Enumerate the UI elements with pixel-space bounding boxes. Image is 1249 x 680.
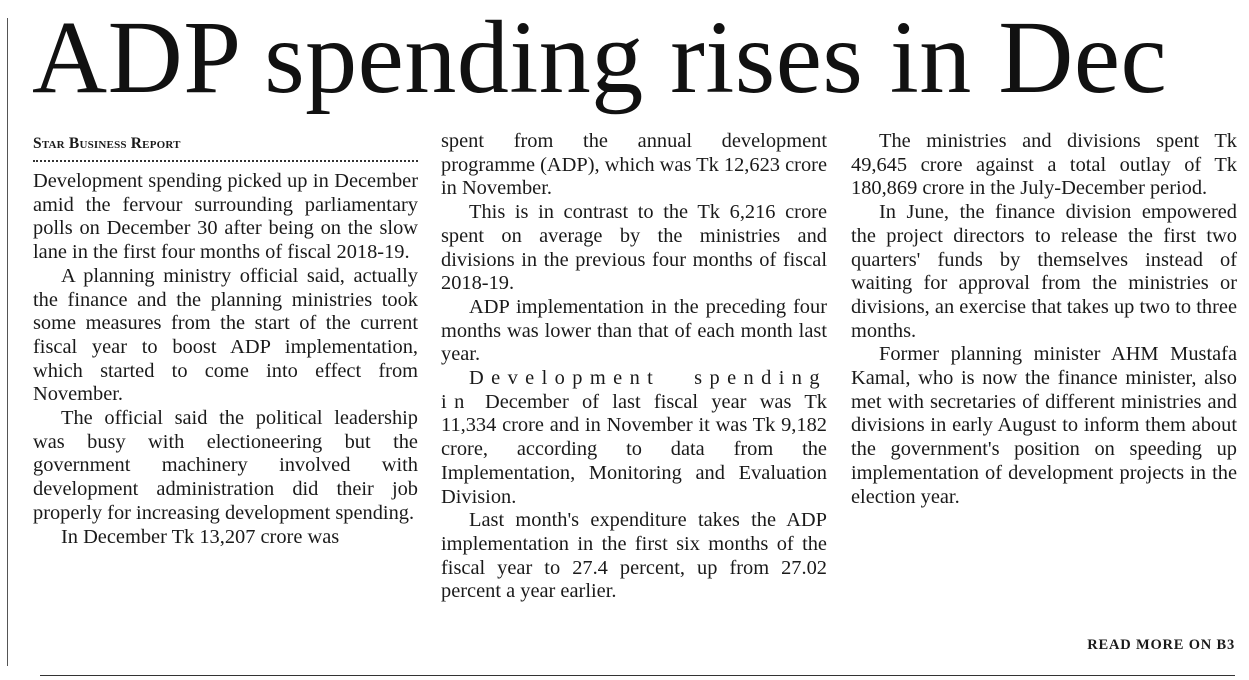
paragraph: The official said the political leadership was busy with electioneering but the government machinery involved with development administration did their job properly for increasing development spending. (33, 407, 418, 524)
article-column-3 (851, 130, 1237, 509)
article-column-1 (33, 130, 418, 549)
paragraph (441, 367, 827, 509)
dotted-separator (33, 160, 418, 162)
paragraph: Former planning minister AHM Mustafa Kamal, who is now the finance minister, also met with secretaries of different ministries and divisions in early August to inform them about the government's position on speeding up implementation of development projects in the election year. (851, 343, 1237, 508)
byline: Star Business Report (33, 135, 181, 152)
paragraph: A planning ministry official said, actually the finance and the planning ministries took some measures from the start of the current fiscal year to boost ADP implementation, which started to come into effect from November. (33, 264, 418, 406)
paragraph: The ministries and divisions spent Tk 49,645 crore against a total outlay of Tk 180,869 crore in the July-December period. (851, 130, 1237, 200)
bottom-rule (40, 675, 1235, 676)
paragraph-lead-spaced: Development spending in (441, 367, 827, 413)
paragraph: Last month's expenditure takes the ADP implementation in the first six months of the fiscal year to 27.4 percent, up from 27.02 percent a year earlier. (441, 509, 827, 603)
article-column-2 (441, 130, 827, 604)
paragraph: Development spending picked up in December amid the fervour surrounding parliamentary polls on December 30 after being on the slow lane in the first four months of fiscal 2018-19. (33, 170, 418, 264)
paragraph: In December Tk 13,207 crore was (61, 525, 340, 548)
headline: ADP spending rises in Dec (32, 0, 1168, 115)
read-more-link[interactable]: READ MORE ON B3 (1087, 637, 1235, 653)
paragraph: ADP implementation in the preceding four months was lower than that of each month last year. (441, 295, 827, 366)
paragraph: This is in contrast to the Tk 6,216 crore spent on average by the ministries and divisions in the previous four months of fiscal 2018-19. (441, 201, 827, 295)
paragraph: In June, the finance division empowered the project directors to release the first two quarters' funds by themselves instead of waiting for approval from the ministries or divisions, an exercise that takes up two to three months. (851, 201, 1237, 342)
paragraph-body: December of last fiscal year was Tk 11,334 crore and in November it was Tk 9,182 crore, according to data from the Implementation, Monitoring and Evaluation Division. (441, 390, 827, 508)
paragraph: spent from the annual development programme (ADP), which was Tk 12,623 crore in November. (441, 130, 827, 200)
left-column-rule (7, 18, 8, 666)
